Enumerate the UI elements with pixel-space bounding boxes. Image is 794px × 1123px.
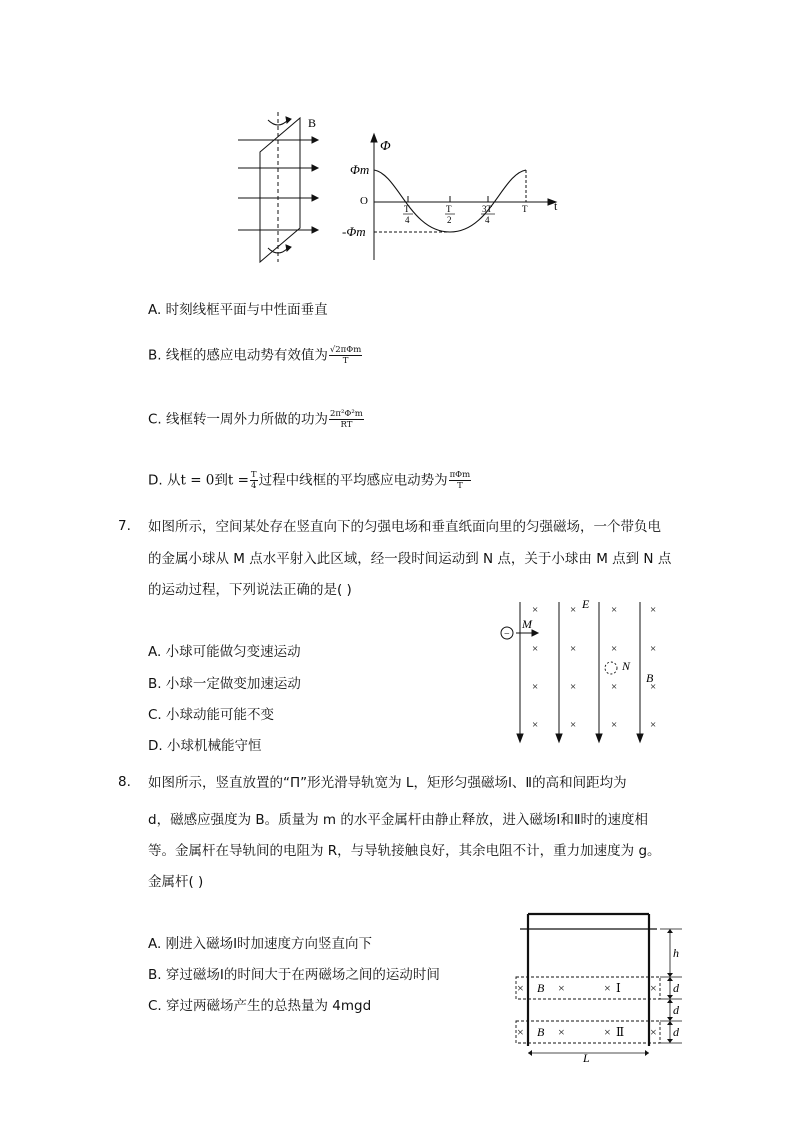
cross-mark: × bbox=[650, 1025, 657, 1039]
region2-label: Ⅱ bbox=[616, 1025, 625, 1039]
tick-3t4-den: 4 bbox=[485, 215, 490, 225]
q8-number: 8. bbox=[118, 774, 131, 790]
label-e: E bbox=[582, 598, 590, 611]
q8-option-b: B. 穿过磁场Ⅰ的时间大于在两磁场之间的运动时间 bbox=[148, 967, 440, 983]
flux-graph bbox=[371, 134, 556, 260]
origin-label: O bbox=[360, 195, 368, 207]
phi-axis-label: Φ bbox=[380, 139, 391, 154]
q7-stem-line3: 的运动过程，下列说法正确的是( ) bbox=[148, 582, 352, 598]
q6-option-b-den: T bbox=[342, 356, 349, 366]
cross-mark: × bbox=[532, 719, 539, 731]
q6-option-d-den: T bbox=[457, 481, 463, 491]
phi-max-label: Φm bbox=[350, 162, 370, 177]
cross-mark: × bbox=[532, 604, 539, 616]
phi-min-label: -Φm bbox=[342, 224, 366, 239]
cross-mark: × bbox=[570, 719, 577, 731]
label-d-2: d bbox=[673, 1003, 679, 1017]
q6-option-d-t-num: T bbox=[250, 470, 257, 480]
cross-mark: × bbox=[650, 604, 657, 616]
cross-mark: × bbox=[570, 643, 577, 655]
q6-option-d-t-fraction bbox=[250, 470, 258, 491]
q6-option-c bbox=[148, 409, 365, 430]
tick-t4-num: T bbox=[404, 204, 410, 214]
cross-mark: × bbox=[650, 981, 657, 995]
field-b-label: B bbox=[308, 116, 317, 130]
cross-mark: × bbox=[650, 719, 657, 731]
q6-option-b-prefix: B. 线框的感应电动势有效值为 bbox=[148, 347, 328, 364]
label-m: M bbox=[522, 617, 532, 631]
label-l: L bbox=[583, 1051, 590, 1062]
q7-option-a: A. 小球可能做匀变速运动 bbox=[148, 644, 301, 660]
tick-t2-num: T bbox=[446, 204, 452, 214]
region1-b-label: B bbox=[537, 981, 545, 995]
rail-magnetic-figure bbox=[510, 910, 688, 1062]
q8-option-c: C. 穿过两磁场产生的总热量为 4mgd bbox=[148, 998, 372, 1014]
ball-position-n bbox=[605, 662, 617, 674]
label-d-1: d bbox=[673, 981, 679, 995]
q6-option-b-num: √2πΦm bbox=[329, 345, 362, 355]
cross-mark: × bbox=[570, 604, 577, 616]
q8-stem-line1: 如图所示，竖直放置的“Π”形光滑导轨宽为 L，矩形匀强磁场Ⅰ、Ⅱ的高和间距均为 bbox=[148, 775, 627, 791]
q8-stem-line4: 金属杆( ) bbox=[148, 874, 204, 890]
cross-mark: × bbox=[650, 681, 657, 693]
label-b: B bbox=[646, 671, 654, 685]
q6-option-c-fraction bbox=[329, 409, 364, 430]
cross-mark: × bbox=[611, 719, 618, 731]
cross-mark: × bbox=[611, 681, 618, 693]
ball-minus-sign: − bbox=[504, 629, 510, 640]
cross-mark: × bbox=[517, 1025, 524, 1039]
q6-option-d-mid: 过程中线框的平均感应电动势为 bbox=[258, 472, 448, 489]
q6-option-d-prefix: D. 从 bbox=[148, 472, 181, 489]
q6-option-a: A. 时刻线框平面与中性面垂直 bbox=[148, 302, 328, 318]
cross-mark: × bbox=[517, 981, 524, 995]
cross-mark: × bbox=[650, 643, 657, 655]
q8-stem-line2: d，磁感应强度为 B。质量为 m 的水平金属杆由静止释放，进入磁场Ⅰ和Ⅱ时的速度相 bbox=[148, 812, 648, 828]
cross-mark: × bbox=[611, 643, 618, 655]
cross-mark: × bbox=[532, 643, 539, 655]
q7-stem-line2: 的金属小球从 M 点水平射入此区域，经一段时间运动到 N 点，关于小球由 M 点到 N 点 bbox=[148, 551, 672, 567]
cross-mark: × bbox=[558, 1025, 565, 1039]
tick-T: T bbox=[522, 204, 528, 214]
q6-option-b-fraction bbox=[329, 345, 362, 366]
q6-option-c-den: RT bbox=[340, 420, 353, 430]
label-d-3: d bbox=[673, 1025, 679, 1039]
tick-t2-den: 2 bbox=[447, 215, 452, 225]
q7-stem-line1: 如图所示，空间某处存在竖直向下的匀强电场和垂直纸面向里的匀强磁场，一个带负电 bbox=[148, 519, 661, 535]
q6-option-c-prefix: C. 线框转一周外力所做的功为 bbox=[148, 411, 329, 428]
cross-mark: × bbox=[532, 681, 539, 693]
region2-b-label: B bbox=[537, 1025, 545, 1039]
cross-mark: × bbox=[604, 981, 611, 995]
q7-option-d: D. 小球机械能守恒 bbox=[148, 738, 262, 754]
q8-stem-line3: 等。金属杆在导轨间的电阻为 R，与导轨接触良好，其余电阻不计，重力加速度为 g。 bbox=[148, 843, 661, 859]
cross-mark: × bbox=[604, 1025, 611, 1039]
tick-3t4-num: 3T bbox=[482, 204, 492, 214]
cross-mark: × bbox=[611, 604, 618, 616]
q8-option-a: A. 刚进入磁场Ⅰ时加速度方向竖直向下 bbox=[148, 936, 373, 952]
q6-option-b bbox=[148, 345, 363, 366]
coil-diagram bbox=[238, 112, 318, 262]
t-axis-label: t bbox=[554, 199, 558, 213]
q7-option-c: C. 小球动能可能不变 bbox=[148, 707, 275, 723]
q7-number: 7. bbox=[118, 518, 131, 534]
q6-option-d bbox=[148, 470, 472, 491]
q6-option-d-t-den: 4 bbox=[251, 481, 257, 491]
rotating-coil-figure bbox=[228, 112, 574, 264]
q6-option-c-num: 2π²Φ²m bbox=[330, 409, 363, 419]
q6-option-d-fraction bbox=[449, 470, 472, 491]
label-h: h bbox=[673, 946, 679, 960]
q6-option-d-t0: t = 0到t = bbox=[180, 472, 249, 489]
region1-label: Ⅰ bbox=[616, 981, 621, 995]
label-n: N bbox=[622, 659, 631, 673]
q7-option-b: B. 小球一定做变加速运动 bbox=[148, 676, 301, 692]
q6-option-d-num: πΦm bbox=[449, 470, 471, 480]
em-field-figure bbox=[494, 598, 670, 746]
tick-t4-den: 4 bbox=[405, 215, 410, 225]
cross-mark: × bbox=[558, 981, 565, 995]
cross-mark: × bbox=[570, 681, 577, 693]
